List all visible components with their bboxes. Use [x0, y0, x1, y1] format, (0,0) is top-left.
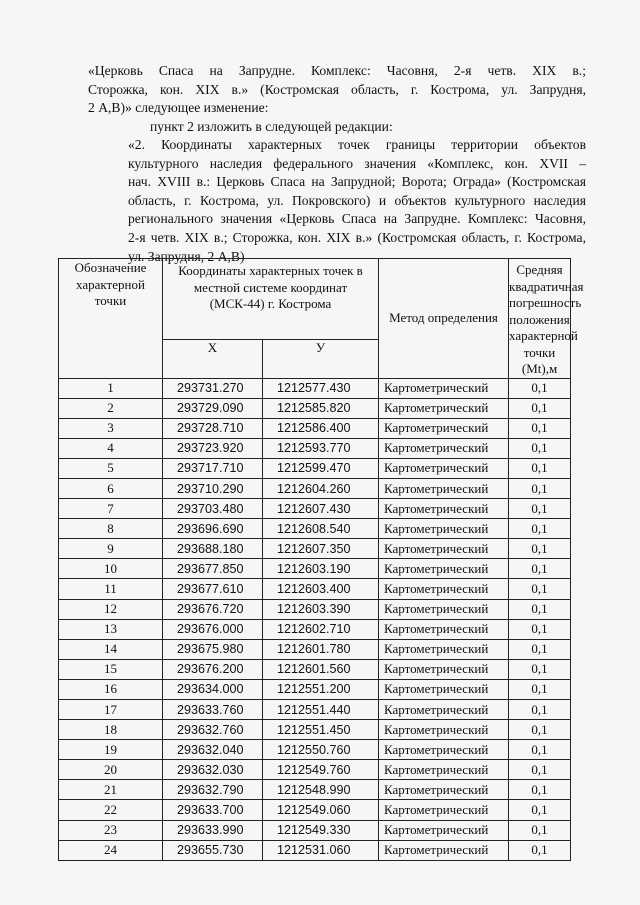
- coord-y-cell: 1212550.760: [263, 740, 379, 760]
- coord-x-cell: 293723.920: [163, 438, 263, 458]
- intro-line: «Церковь Спаса на Запрудне. Комплекс: Часовня, 2-я четв. XIX в.;: [88, 63, 586, 78]
- point-number-cell: 9: [59, 539, 163, 559]
- method-cell: Картометрический: [379, 499, 509, 519]
- point-number-cell: 13: [59, 619, 163, 639]
- accuracy-cell: 0,1: [509, 679, 571, 699]
- point-number-cell: 22: [59, 800, 163, 820]
- table-row: [59, 458, 571, 478]
- coord-y-cell: 1212593.770: [263, 438, 379, 458]
- table-row: [59, 499, 571, 519]
- accuracy-cell: 0,1: [509, 519, 571, 539]
- accuracy-cell: 0,1: [509, 800, 571, 820]
- coord-x-cell: 293676.200: [163, 659, 263, 679]
- coord-y-cell: 1212599.470: [263, 458, 379, 478]
- paragraph-line: регионального значения «Церковь Спаса на Запрудне. Комплекс: Часовня,: [128, 211, 586, 227]
- coord-x-cell: 293676.000: [163, 619, 263, 639]
- table-row: [59, 539, 571, 559]
- point-number-cell: 19: [59, 740, 163, 760]
- coord-y-cell: 1212608.540: [263, 519, 379, 539]
- coord-x-cell: 293676.720: [163, 599, 263, 619]
- header-coordinates: Координаты характерных точек в местной системе координат (МСК-44) г. Кострома: [163, 259, 379, 340]
- coord-y-cell: 1212607.350: [263, 539, 379, 559]
- coord-y-cell: 1212551.440: [263, 700, 379, 720]
- method-cell: Картометрический: [379, 398, 509, 418]
- table-row: [59, 418, 571, 438]
- point-number-cell: 15: [59, 659, 163, 679]
- header-x: Х: [163, 339, 263, 378]
- method-cell: Картометрический: [379, 478, 509, 498]
- table-row: [59, 579, 571, 599]
- point-heading: пункт 2 изложить в следующей редакции:: [150, 119, 393, 134]
- method-cell: Картометрический: [379, 800, 509, 820]
- coord-y-cell: 1212551.200: [263, 679, 379, 699]
- point-number-cell: 11: [59, 579, 163, 599]
- method-cell: Картометрический: [379, 780, 509, 800]
- table-row: [59, 619, 571, 639]
- coord-x-cell: 293675.980: [163, 639, 263, 659]
- table-row: [59, 820, 571, 840]
- coord-x-cell: 293677.850: [163, 559, 263, 579]
- accuracy-cell: 0,1: [509, 559, 571, 579]
- coord-y-cell: 1212601.560: [263, 659, 379, 679]
- table-row: [59, 800, 571, 820]
- method-cell: Картометрический: [379, 720, 509, 740]
- table-row: [59, 398, 571, 418]
- coord-x-cell: 293728.710: [163, 418, 263, 438]
- coord-x-cell: 293731.270: [163, 378, 263, 398]
- table-row: [59, 519, 571, 539]
- method-cell: Картометрический: [379, 458, 509, 478]
- accuracy-cell: 0,1: [509, 740, 571, 760]
- coord-y-cell: 1212577.430: [263, 378, 379, 398]
- coord-y-cell: 1212585.820: [263, 398, 379, 418]
- point-number-cell: 3: [59, 418, 163, 438]
- table-row: [59, 780, 571, 800]
- coord-x-cell: 293655.730: [163, 840, 263, 860]
- method-cell: Картометрический: [379, 700, 509, 720]
- accuracy-cell: 0,1: [509, 619, 571, 639]
- paragraph-line: 2-я четв. XIX в.; Сторожка, кон. XIX в.» (Костромская область, г. Кострома,: [128, 229, 586, 245]
- coord-y-cell: 1212549.760: [263, 760, 379, 780]
- intro-line: Сторожка, кон. XIX в.» (Костромская область, г. Кострома, ул. Запрудня,: [88, 81, 586, 97]
- coordinates-table: [58, 258, 584, 861]
- coord-x-cell: 293632.030: [163, 760, 263, 780]
- coord-y-cell: 1212548.990: [263, 780, 379, 800]
- coord-y-cell: 1212607.430: [263, 499, 379, 519]
- accuracy-cell: 0,1: [509, 438, 571, 458]
- accuracy-cell: 0,1: [509, 378, 571, 398]
- point-number-cell: 17: [59, 700, 163, 720]
- coord-y-cell: 1212549.330: [263, 820, 379, 840]
- paragraph-line: область, г. Кострома, ул. Покровского) и объектов культурного наследия: [128, 192, 586, 208]
- coord-x-cell: 293633.700: [163, 800, 263, 820]
- intro-paragraph: [88, 62, 586, 118]
- point-number-cell: 2: [59, 398, 163, 418]
- point-number-cell: 16: [59, 679, 163, 699]
- coord-x-cell: 293729.090: [163, 398, 263, 418]
- coord-y-cell: 1212603.400: [263, 579, 379, 599]
- coord-y-cell: 1212604.260: [263, 478, 379, 498]
- header-y: У: [263, 339, 379, 378]
- point-number-cell: 20: [59, 760, 163, 780]
- coord-y-cell: 1212601.780: [263, 639, 379, 659]
- accuracy-cell: 0,1: [509, 659, 571, 679]
- accuracy-cell: 0,1: [509, 418, 571, 438]
- coord-x-cell: 293632.790: [163, 780, 263, 800]
- accuracy-cell: 0,1: [509, 820, 571, 840]
- accuracy-cell: 0,1: [509, 780, 571, 800]
- accuracy-cell: 0,1: [509, 700, 571, 720]
- table-row: [59, 599, 571, 619]
- accuracy-cell: 0,1: [509, 840, 571, 860]
- accuracy-cell: 0,1: [509, 599, 571, 619]
- table-row: [59, 559, 571, 579]
- method-cell: Картометрический: [379, 418, 509, 438]
- accuracy-cell: 0,1: [509, 458, 571, 478]
- accuracy-cell: 0,1: [509, 720, 571, 740]
- point-number-cell: 21: [59, 780, 163, 800]
- table-row: [59, 378, 571, 398]
- point-number-cell: 12: [59, 599, 163, 619]
- coord-x-cell: 293717.710: [163, 458, 263, 478]
- coord-y-cell: 1212531.060: [263, 840, 379, 860]
- method-cell: Картометрический: [379, 599, 509, 619]
- coordinates-paragraph: [88, 136, 586, 266]
- point-number-cell: 1: [59, 378, 163, 398]
- table-row: [59, 438, 571, 458]
- method-cell: Картометрический: [379, 559, 509, 579]
- table-row: [59, 679, 571, 699]
- point-number-cell: 18: [59, 720, 163, 740]
- point-number-cell: 7: [59, 499, 163, 519]
- method-cell: Картометрический: [379, 840, 509, 860]
- table-row: [59, 740, 571, 760]
- table-row: [59, 760, 571, 780]
- point-number-cell: 5: [59, 458, 163, 478]
- point-number-cell: 23: [59, 820, 163, 840]
- paragraph-line: «2. Координаты характерных точек границы территории объектов: [128, 137, 586, 152]
- accuracy-cell: 0,1: [509, 639, 571, 659]
- method-cell: Картометрический: [379, 438, 509, 458]
- table-row: [59, 700, 571, 720]
- coord-x-cell: 293633.760: [163, 700, 263, 720]
- coord-y-cell: 1212551.450: [263, 720, 379, 740]
- table-row: [59, 840, 571, 860]
- accuracy-cell: 0,1: [509, 398, 571, 418]
- coord-x-cell: 293710.290: [163, 478, 263, 498]
- method-cell: Картометрический: [379, 519, 509, 539]
- table-row: [59, 720, 571, 740]
- coord-y-cell: 1212603.190: [263, 559, 379, 579]
- point-number-cell: 24: [59, 840, 163, 860]
- paragraph-line: культурного наследия федерального значения «Комплекс, кон. XVII –: [128, 155, 586, 171]
- coord-x-cell: 293634.000: [163, 679, 263, 699]
- point-number-cell: 14: [59, 639, 163, 659]
- point-number-cell: 4: [59, 438, 163, 458]
- method-cell: Картометрический: [379, 679, 509, 699]
- method-cell: Картометрический: [379, 659, 509, 679]
- coord-y-cell: 1212586.400: [263, 418, 379, 438]
- method-cell: Картометрический: [379, 579, 509, 599]
- coord-x-cell: 293633.990: [163, 820, 263, 840]
- accuracy-cell: 0,1: [509, 478, 571, 498]
- accuracy-cell: 0,1: [509, 499, 571, 519]
- coord-x-cell: 293703.480: [163, 499, 263, 519]
- header-error: Средняя квадратичная погрешность положения характерной точки (Mt),м: [509, 259, 571, 379]
- method-cell: Картометрический: [379, 619, 509, 639]
- method-cell: Картометрический: [379, 639, 509, 659]
- accuracy-cell: 0,1: [509, 760, 571, 780]
- paragraph-line: нач. XVIII в.: Церковь Спаса на Запрудной; Ворота; Ограда» (Костромская: [128, 174, 586, 190]
- coord-x-cell: 293632.040: [163, 740, 263, 760]
- method-cell: Картометрический: [379, 760, 509, 780]
- point-number-cell: 10: [59, 559, 163, 579]
- coord-x-cell: 293677.610: [163, 579, 263, 599]
- coord-y-cell: 1212602.710: [263, 619, 379, 639]
- header-method: Метод определения: [379, 259, 509, 379]
- coord-y-cell: 1212549.060: [263, 800, 379, 820]
- coord-x-cell: 293696.690: [163, 519, 263, 539]
- method-cell: Картометрический: [379, 820, 509, 840]
- table-row: [59, 639, 571, 659]
- intro-line: 2 А,В)» следующее изменение:: [88, 100, 269, 116]
- paragraph-line: ул. Запрудня, 2 А,В): [128, 248, 245, 264]
- header-point: Обозначение характерной точки: [59, 259, 163, 379]
- accuracy-cell: 0,1: [509, 579, 571, 599]
- coord-x-cell: 293688.180: [163, 539, 263, 559]
- coord-x-cell: 293632.760: [163, 720, 263, 740]
- table-row: [59, 659, 571, 679]
- point-number-cell: 8: [59, 519, 163, 539]
- point-number-cell: 6: [59, 478, 163, 498]
- coord-y-cell: 1212603.390: [263, 599, 379, 619]
- table-row: [59, 478, 571, 498]
- method-cell: Картометрический: [379, 539, 509, 559]
- accuracy-cell: 0,1: [509, 539, 571, 559]
- method-cell: Картометрический: [379, 740, 509, 760]
- method-cell: Картометрический: [379, 378, 509, 398]
